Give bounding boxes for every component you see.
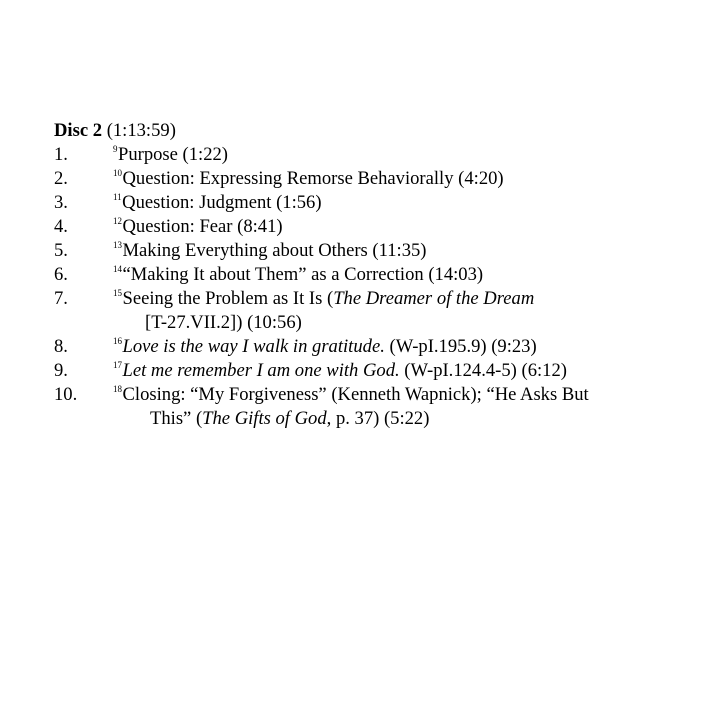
track-number: 6.	[54, 264, 68, 285]
track-title-line	[54, 239, 694, 263]
track-title-line	[54, 287, 694, 311]
track-title-line	[54, 191, 694, 215]
track-title-line	[54, 143, 694, 167]
track-entry	[54, 335, 694, 359]
track-number: 7.	[54, 288, 68, 309]
track-entry	[54, 191, 694, 215]
footnote-marker: 11	[113, 192, 122, 202]
track-text: [T-27.VII.2]) (10:56)	[145, 312, 302, 333]
track-entry	[54, 263, 694, 287]
track-text: (W-pI.124.4-5) (6:12)	[399, 360, 567, 381]
track-text: Purpose (1:22)	[118, 144, 229, 165]
track-number: 9.	[54, 360, 68, 381]
disc-duration: (1:13:59)	[106, 120, 176, 141]
track-number: 8.	[54, 336, 68, 357]
track-list-document	[54, 119, 694, 431]
footnote-marker: 9	[113, 144, 118, 154]
footnote-marker: 16	[113, 336, 122, 346]
track-text: Making Everything about Others (11:35)	[122, 240, 427, 261]
track-entry	[54, 167, 694, 191]
track-title-line	[54, 359, 694, 383]
italic-title-text: The Dreamer of the Dream	[333, 288, 535, 309]
track-text: Question: Judgment (1:56)	[122, 192, 322, 213]
track-text: “Making It about Them” as a Correction (14:03)	[122, 264, 484, 285]
footnote-marker: 12	[113, 216, 122, 226]
track-text: This” (	[150, 408, 203, 429]
track-entry	[54, 143, 694, 167]
disc-label: Disc 2	[54, 120, 103, 141]
track-text: Question: Fear (8:41)	[122, 216, 283, 237]
track-title-line	[54, 383, 694, 407]
track-title-continuation	[54, 311, 694, 335]
track-title-line	[54, 335, 694, 359]
track-text: (W-pI.195.9) (9:23)	[384, 336, 537, 357]
track-number: 5.	[54, 240, 68, 261]
track-number: 3.	[54, 192, 68, 213]
footnote-marker: 13	[113, 240, 122, 250]
track-entry	[54, 359, 694, 383]
track-list	[54, 143, 694, 431]
italic-title-text: Let me remember I am one with God.	[122, 360, 400, 381]
track-entry	[54, 239, 694, 263]
footnote-marker: 10	[113, 168, 122, 178]
track-number: 1.	[54, 144, 68, 165]
track-title-line	[54, 167, 694, 191]
track-entry	[54, 383, 694, 431]
track-number: 10.	[54, 384, 78, 405]
footnote-marker: 17	[113, 360, 122, 370]
track-text: Closing: “My Forgiveness” (Kenneth Wapnick); “He Asks But	[122, 384, 589, 405]
track-title-line	[54, 215, 694, 239]
italic-title-text: Love is the way I walk in gratitude.	[122, 336, 385, 357]
track-number: 4.	[54, 216, 68, 237]
track-title-continuation	[54, 407, 694, 431]
track-text: , p. 37) (5:22)	[326, 408, 430, 429]
footnote-marker: 15	[113, 288, 122, 298]
italic-title-text: The Gifts of God	[202, 408, 327, 429]
footnote-marker: 14	[113, 264, 122, 274]
track-title-line	[54, 263, 694, 287]
track-number: 2.	[54, 168, 68, 189]
footnote-marker: 18	[113, 384, 122, 394]
track-text: Seeing the Problem as It Is (	[122, 288, 334, 309]
track-entry	[54, 287, 694, 335]
track-entry	[54, 215, 694, 239]
disc-heading	[54, 119, 694, 143]
track-text: Question: Expressing Remorse Behaviorally (4:20)	[122, 168, 504, 189]
